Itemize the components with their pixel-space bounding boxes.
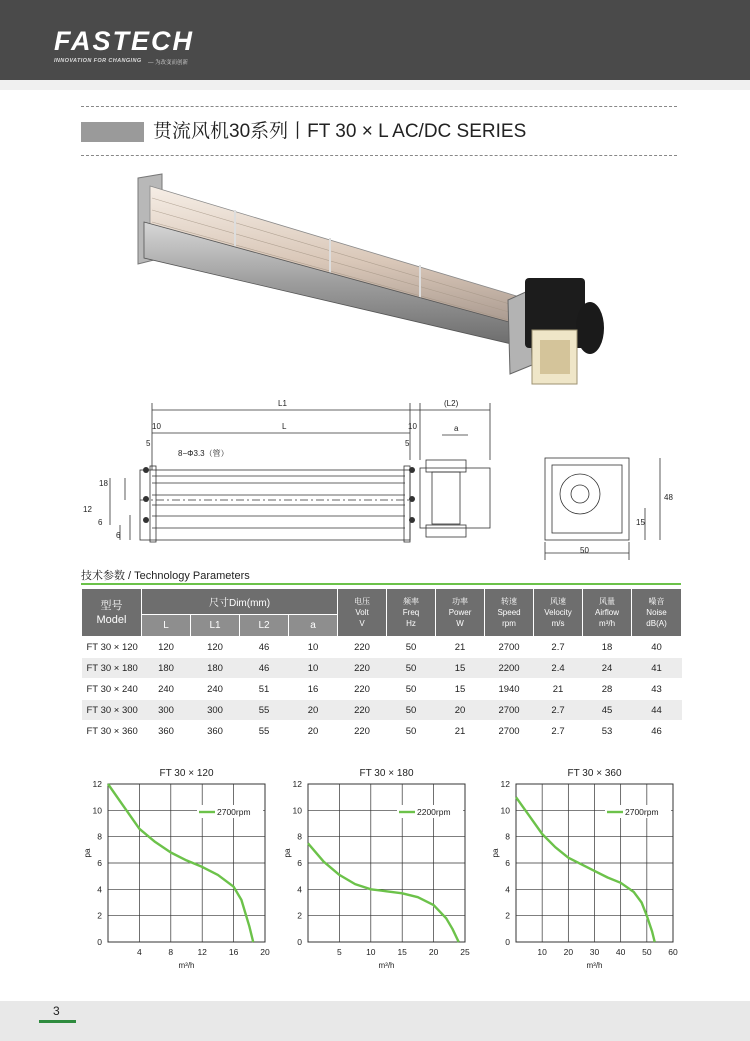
table-cell: 55	[240, 721, 289, 742]
table-cell: 240	[191, 679, 240, 700]
y-axis-label: pa	[491, 848, 500, 858]
table-cell: 2200	[485, 658, 534, 679]
header-power: 功率 Power W	[436, 589, 485, 637]
dim-10-left-label: 10	[152, 422, 161, 431]
table-cell: 300	[191, 700, 240, 721]
x-tick-label: 8	[168, 947, 174, 957]
header-dim-a: a	[289, 615, 338, 637]
params-section-rule	[81, 583, 681, 585]
header-velocity: 风速 Velocity m/s	[534, 589, 583, 637]
x-tick-label: 50	[642, 947, 652, 957]
table-cell: 20	[289, 721, 338, 742]
x-tick-label: 20	[260, 947, 270, 957]
table-cell: 53	[583, 721, 632, 742]
table-row	[82, 679, 682, 700]
y-tick-label: 8	[297, 831, 302, 842]
chart-title: FT 30 × 180	[359, 768, 414, 779]
header-volt: 电压 Volt V	[338, 589, 387, 637]
table-cell: 180	[191, 658, 240, 679]
table-cell: 2.4	[534, 658, 583, 679]
dim-a-label: a	[454, 424, 459, 433]
params-section-title: 技术参数 / Technology Parameters	[81, 570, 250, 582]
x-tick-label: 12	[197, 947, 207, 957]
table-cell: 360	[142, 721, 191, 742]
brand-logo: FASTECH	[54, 26, 195, 56]
table-cell: 44	[632, 700, 682, 721]
table-cell: 50	[387, 700, 436, 721]
table-cell: 220	[338, 679, 387, 700]
page-number-rule	[39, 1020, 76, 1023]
table-cell: 2.7	[534, 700, 583, 721]
table-cell: 40	[632, 637, 682, 658]
table-cell: 45	[583, 700, 632, 721]
table-cell: FT 30 × 240	[82, 679, 142, 700]
table-cell: 46	[632, 721, 682, 742]
header-dim-L1: L1	[191, 615, 240, 637]
y-tick-label: 4	[297, 884, 302, 895]
table-cell: 120	[191, 637, 240, 658]
table-cell: 18	[583, 637, 632, 658]
table-cell: 50	[387, 679, 436, 700]
y-tick-label: 12	[500, 779, 510, 789]
x-axis-label: m³/h	[378, 961, 395, 970]
y-tick-label: 0	[297, 937, 302, 947]
table-cell: 28	[583, 679, 632, 700]
legend-label: 2700rpm	[217, 807, 251, 817]
legend-label: 2700rpm	[625, 807, 659, 817]
dim-6b-label: 6	[116, 531, 121, 540]
header-model: 型号 Model	[82, 589, 142, 637]
table-cell: 15	[436, 658, 485, 679]
y-tick-label: 2	[297, 910, 302, 921]
dim-L2-label: (L2)	[444, 399, 459, 408]
dim-holes-label: 8−Φ3.3（管）	[178, 449, 229, 458]
dim-50-label: 50	[580, 546, 589, 555]
table-cell: 300	[142, 700, 191, 721]
page-title: 贯流风机30系列丨FT 30 × L AC/DC SERIES	[153, 121, 527, 142]
table-cell: 2700	[485, 637, 534, 658]
y-tick-label: 8	[505, 831, 510, 842]
table-cell: 50	[387, 658, 436, 679]
x-tick-label: 60	[668, 947, 678, 957]
y-tick-label: 10	[292, 805, 302, 816]
table-row	[82, 637, 682, 658]
table-cell: 21	[436, 721, 485, 742]
y-tick-label: 2	[505, 910, 510, 921]
params-table	[81, 588, 682, 742]
table-cell: 2700	[485, 700, 534, 721]
dim-5-left-label: 5	[146, 439, 151, 448]
table-cell: FT 30 × 120	[82, 637, 142, 658]
table-cell: 1940	[485, 679, 534, 700]
series-line	[516, 797, 655, 942]
dim-12-label: 12	[83, 505, 92, 514]
table-cell: 21	[534, 679, 583, 700]
table-cell: 2.7	[534, 637, 583, 658]
table-cell: 240	[142, 679, 191, 700]
dim-18-label: 18	[99, 479, 108, 488]
table-cell: 360	[191, 721, 240, 742]
chart-title: FT 30 × 120	[159, 768, 214, 779]
table-cell: 46	[240, 658, 289, 679]
table-cell: 180	[142, 658, 191, 679]
y-tick-label: 6	[97, 858, 102, 868]
params-header-row	[82, 589, 682, 615]
header-dim: 尺寸Dim(mm)	[142, 589, 338, 615]
dim-5-right-label: 5	[405, 439, 410, 448]
table-cell: 50	[387, 637, 436, 658]
dim-L-label: L	[282, 422, 287, 431]
x-tick-label: 16	[228, 947, 239, 957]
table-cell: 16	[289, 679, 338, 700]
y-tick-label: 6	[505, 858, 510, 868]
table-row	[82, 700, 682, 721]
y-tick-label: 0	[97, 937, 102, 947]
x-tick-label: 40	[615, 947, 626, 957]
brand-tagline-cn: — 为改变而创新	[148, 60, 189, 66]
header-speed: 转速 Speed rpm	[485, 589, 534, 637]
series-line	[308, 843, 459, 942]
dim-48-label: 48	[664, 493, 673, 502]
table-cell: 24	[583, 658, 632, 679]
table-cell: 220	[338, 721, 387, 742]
x-tick-label: 10	[366, 947, 376, 957]
table-cell: 10	[289, 637, 338, 658]
table-cell: 21	[436, 637, 485, 658]
x-tick-label: 30	[589, 947, 600, 957]
table-cell: 220	[338, 658, 387, 679]
chart-ft30x120	[80, 760, 280, 975]
x-tick-label: 10	[537, 947, 547, 957]
table-cell: 50	[387, 721, 436, 742]
header-freq: 频率 Freq Hz	[387, 589, 436, 637]
y-axis-label: pa	[283, 848, 292, 858]
table-cell: 51	[240, 679, 289, 700]
x-tick-label: 25	[460, 947, 470, 957]
table-row	[82, 658, 682, 679]
table-cell: 15	[436, 679, 485, 700]
table-cell: FT 30 × 180	[82, 658, 142, 679]
table-row	[82, 721, 682, 742]
table-cell: FT 30 × 360	[82, 721, 142, 742]
header-dim-L: L	[142, 615, 191, 637]
dim-L1-label: L1	[278, 399, 287, 408]
dim-6a-label: 6	[98, 518, 103, 527]
table-cell: 220	[338, 700, 387, 721]
x-axis-label: m³/h	[586, 961, 603, 970]
legend-label: 2200rpm	[417, 807, 451, 817]
dim-10-right-label: 10	[408, 422, 417, 431]
y-tick-label: 10	[500, 805, 510, 816]
chart-title: FT 30 × 360	[567, 768, 622, 779]
page-number: 3	[53, 1004, 60, 1018]
y-tick-label: 8	[97, 831, 102, 842]
y-tick-label: 12	[92, 779, 102, 789]
table-cell: 46	[240, 637, 289, 658]
table-cell: FT 30 × 300	[82, 700, 142, 721]
table-cell: 55	[240, 700, 289, 721]
y-tick-label: 10	[92, 805, 102, 816]
y-tick-label: 0	[505, 937, 510, 947]
y-tick-label: 4	[97, 884, 102, 895]
table-cell: 10	[289, 658, 338, 679]
x-tick-label: 5	[337, 947, 342, 957]
table-cell: 20	[289, 700, 338, 721]
x-tick-label: 20	[563, 947, 574, 957]
header-noise: 噪音 Noise dB(A)	[632, 589, 682, 637]
x-tick-label: 4	[137, 947, 142, 957]
table-cell: 2700	[485, 721, 534, 742]
y-tick-label: 6	[297, 858, 302, 868]
table-cell: 120	[142, 637, 191, 658]
x-axis-label: m³/h	[178, 961, 195, 970]
x-tick-label: 15	[397, 947, 407, 957]
y-axis-label: pa	[83, 848, 92, 858]
table-cell: 2.7	[534, 721, 583, 742]
header-airflow: 风量 Airflow m³/h	[583, 589, 632, 637]
y-tick-label: 2	[97, 910, 102, 921]
y-tick-label: 4	[505, 884, 510, 895]
dim-15-label: 15	[636, 518, 645, 527]
brand-tagline: INNOVATION FOR CHANGING	[54, 58, 142, 64]
chart-ft30x360	[488, 760, 688, 975]
header-dim-L2: L2	[240, 615, 289, 637]
x-tick-label: 20	[428, 947, 439, 957]
table-cell: 43	[632, 679, 682, 700]
chart-ft30x180	[280, 760, 480, 975]
y-tick-label: 12	[292, 779, 302, 789]
table-cell: 41	[632, 658, 682, 679]
table-cell: 20	[436, 700, 485, 721]
page-footer	[0, 1001, 750, 1041]
table-cell: 220	[338, 637, 387, 658]
